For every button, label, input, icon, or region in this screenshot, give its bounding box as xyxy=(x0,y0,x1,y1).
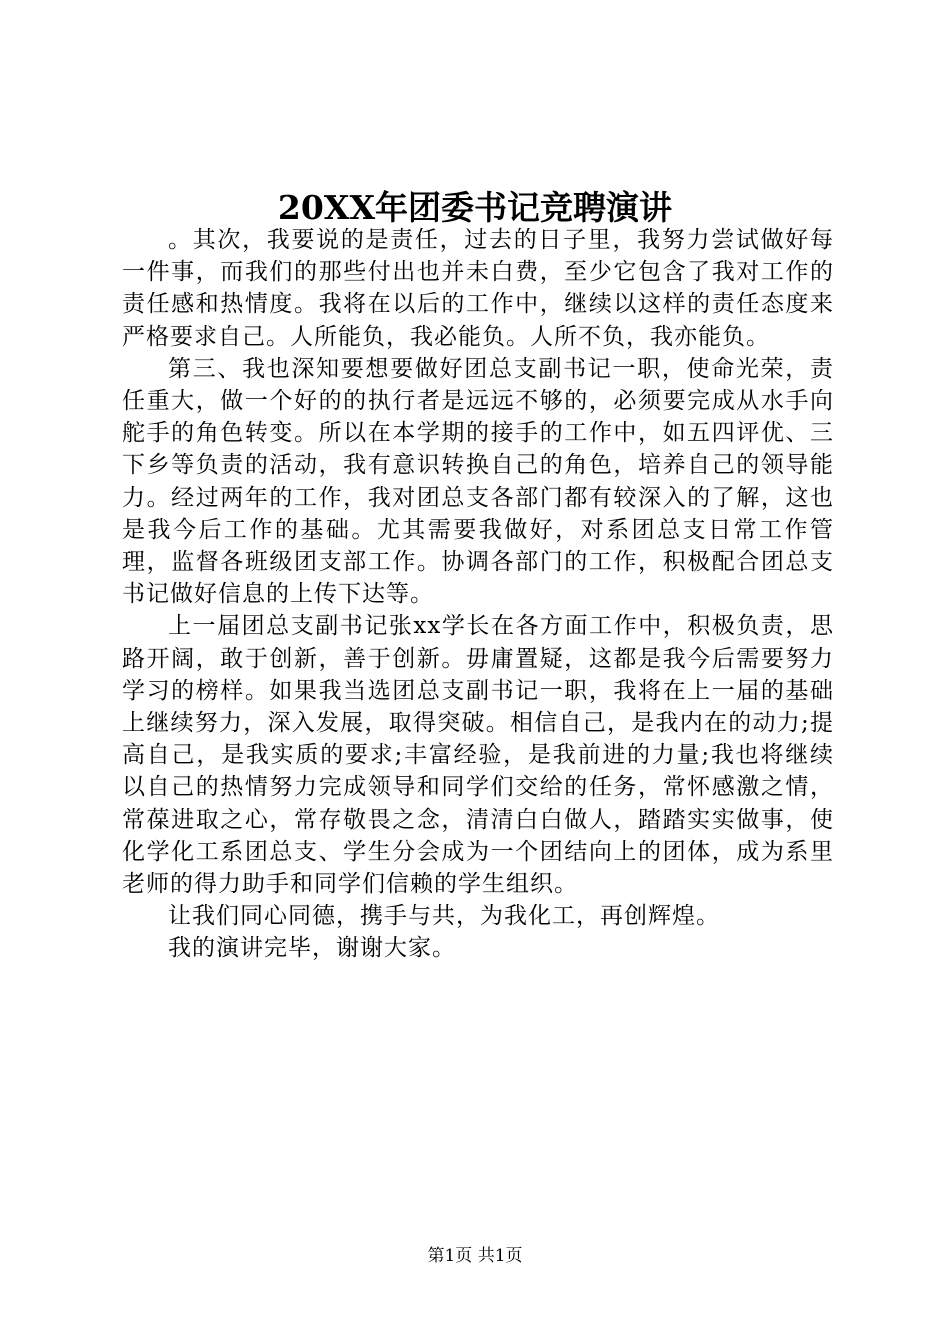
paragraph-third-point: 第三、我也深知要想要做好团总支副书记一职，使命光荣，责任重大，做一个好的的执行者是远远不够的，必须要完成从水手向舵手的角色转变。所以在本学期的接手的工作中，如五四评优、三下乡等负责的活动，我有意识转换自己的角色，培养自己的领导能力。经过两年的工作，我对团总支各部门都有较深入的了解，这也是我今后工作的基础。尤其需要我做好，对系团总支日常工作管理，监督各班级团支部工作。协调各部门的工作，积极配合团总支书记做好信息的上传下达等。 xyxy=(122,355,834,608)
paragraph-closing: 我的演讲完毕，谢谢大家。 xyxy=(168,935,456,962)
document-body xyxy=(122,224,834,965)
page-title: 20XX年团委书记竞聘演讲 xyxy=(277,188,673,227)
paragraph-predecessor: 上一届团总支副书记张xx学长在各方面工作中，积极负责，思路开阔，敢于创新，善于创新。毋庸置疑，这都是我今后需要努力学习的榜样。如果我当选团总支副书记一职，我将在上一届的基础上继续努力，深入发展，取得突破。相信自己，是我内在的动力;提高自己，是我实质的要求;丰富经验，是我前进的力量;我也将继续以自己的热情努力完成领导和同学们交给的任务，常怀感激之情，常葆进取之心，常存敬畏之念，清清白白做人，踏踏实实做事，使化学化工系团总支、学生分会成为一个团结向上的团体，成为系里老师的得力助手和同学们信赖的学生组织。 xyxy=(122,613,834,898)
paragraph-responsibility: 。其次，我要说的是责任，过去的日子里，我努力尝试做好每一件事，而我们的那些付出也并未白费，至少它包含了我对工作的责任感和热情度。我将在以后的工作中，继续以这样的责任态度来严格要求自己。人所能负，我必能负。人所不负，我亦能负。 xyxy=(122,227,834,350)
page-number-footer: 第1页 共1页 xyxy=(427,1246,523,1266)
paragraph-call-to-action: 让我们同心同德，携手与共，为我化工，再创辉煌。 xyxy=(168,903,720,930)
